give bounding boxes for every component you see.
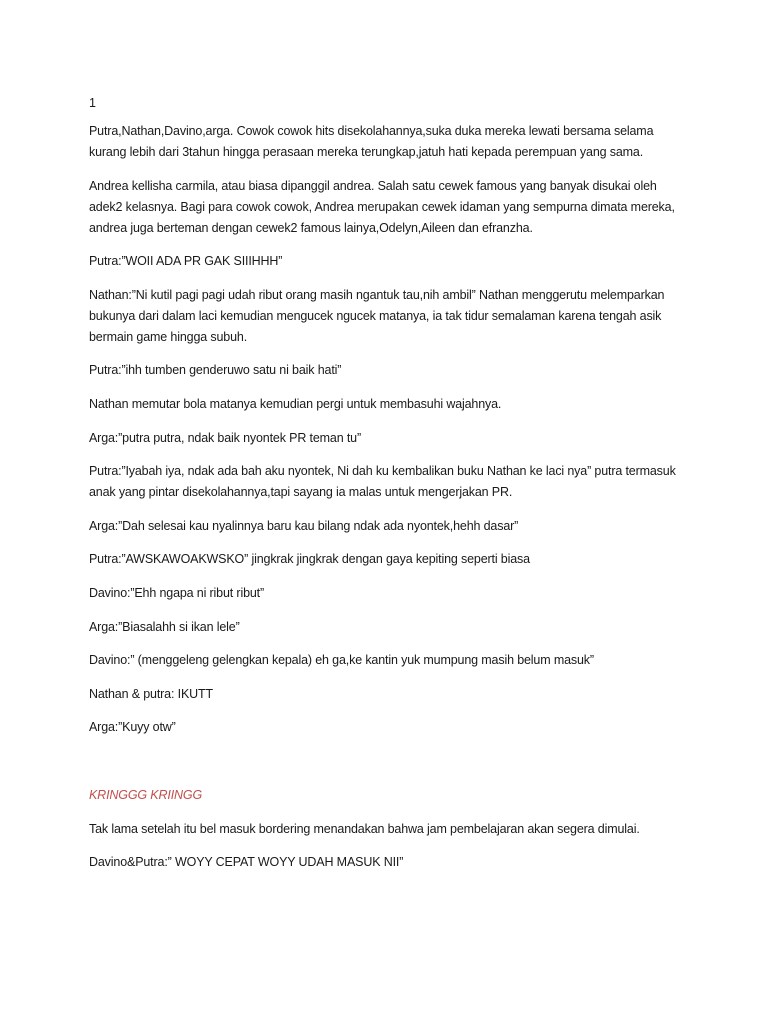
dialogue-line: Putra:”WOII ADA PR GAK SIIIHHH” <box>89 254 283 269</box>
document-page <box>89 95 689 886</box>
dialogue-line: Putra:”AWSKAWOAKWSKO” jingkrak jingkrak dengan gaya kepiting seperti biasa <box>89 552 530 567</box>
dialogue-line: Davino:” (menggeleng gelengkan kepala) eh ga,ke kantin yuk mumpung masih belum masuk” <box>89 653 594 668</box>
dialogue-line: Arga:”putra putra, ndak baik nyontek PR teman tu” <box>89 430 361 445</box>
sound-effect-line: KRINGGG KRIINGG <box>89 787 203 802</box>
page-number: 1 <box>89 96 96 110</box>
dialogue-line: Nathan:”Ni kutil pagi pagi udah ribut orang masih ngantuk tau,nih ambil” Nathan menggerutu melemparkan bukunya dari dalam laci kemudian mengucek ngucek matanya, ia tak tidur semalaman karena tengah asik bermain game hingga subuh. <box>89 287 665 344</box>
paragraph-intro-andrea: Andrea kellisha carmila, atau biasa dipanggil andrea. Salah satu cewek famous yang banyak disukai oleh adek2 kelasnya. Bagi para cowok cowok, Andrea merupakan cewek idaman yang sempurna dimata mereka, andrea juga berteman dengan cewek2 famous lainya,Odelyn,Aileen dan efranzha. <box>89 178 675 235</box>
dialogue-line: Davino:”Ehh ngapa ni ribut ribut” <box>89 585 265 600</box>
dialogue-line: Putra:”ihh tumben genderuwo satu ni baik hati” <box>89 363 342 378</box>
dialogue-line: Davino&Putra:” WOYY CEPAT WOYY UDAH MASUK NII” <box>89 855 404 870</box>
dialogue-line: Nathan & putra: IKUTT <box>89 686 213 701</box>
dialogue-line: Putra:”Iyabah iya, ndak ada bah aku nyontek, Ni dah ku kembalikan buku Nathan ke laci nya” putra termasuk anak yang pintar disekolahannya,tapi sayang ia malas untuk mengerjakan PR. <box>89 464 676 500</box>
narration-line: Nathan memutar bola matanya kemudian pergi untuk membasuhi wajahnya. <box>89 396 502 411</box>
dialogue-line: Arga:”Kuyy otw” <box>89 720 176 735</box>
blank-spacer <box>89 751 689 785</box>
dialogue-line: Arga:”Dah selesai kau nyalinnya baru kau bilang ndak ada nyontek,hehh dasar” <box>89 518 519 533</box>
narration-line: Tak lama setelah itu bel masuk bordering menandakan bahwa jam pembelajaran akan segera dimulai. <box>89 821 640 836</box>
dialogue-line: Arga:”Biasalahh si ikan lele” <box>89 619 240 634</box>
paragraph-intro-boys: Putra,Nathan,Davino,arga. Cowok cowok hits disekolahannya,suka duka mereka lewati bersama selama kurang lebih dari 3tahun hingga perasaan mereka terungkap,jatuh hati kepada perempuan yang sama. <box>89 124 654 159</box>
